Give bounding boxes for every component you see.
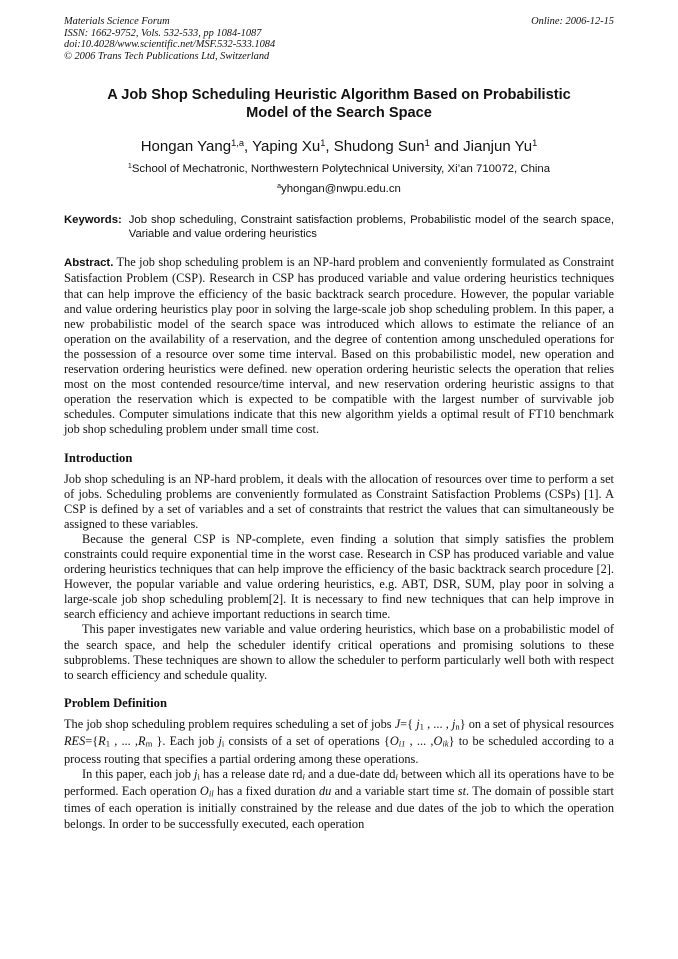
math-subscript: ik	[442, 738, 449, 749]
math-var: J	[394, 716, 401, 731]
math-subscript: 1	[419, 721, 424, 732]
email	[64, 182, 614, 196]
problem-paragraph-2	[64, 767, 614, 832]
keywords-label: Keywords:	[64, 214, 122, 227]
math-var: O	[389, 734, 399, 749]
abstract	[64, 255, 614, 437]
math-var: RES	[64, 734, 86, 749]
author-2-affil: 1	[320, 138, 326, 149]
keywords-text: Job shop scheduling, Constraint satisfaction problems, Probabilistic model of the search space, Variable and value ordering heuristics	[128, 214, 614, 241]
math-subscript: i	[221, 738, 225, 749]
keywords	[64, 213, 614, 241]
math-var: j	[451, 716, 456, 731]
copyright-line: © 2006 Trans Tech Publications Ltd, Switzerland	[64, 50, 270, 62]
text-run: , ... ,	[110, 734, 139, 749]
text-run: has a fixed duration	[213, 784, 319, 799]
abstract-label: Abstract.	[64, 257, 114, 270]
doi-line: doi:10.4028/www.scientific.net/MSF.532-533.1084	[64, 39, 276, 51]
math-var: j	[416, 716, 420, 731]
text-run: In this paper, each job	[82, 766, 195, 781]
title-line-2: Model of the Search Space	[246, 105, 432, 122]
math-var: j	[194, 766, 198, 781]
email-address: yhongan@nwpu.edu.cn	[281, 183, 401, 196]
affiliation-text: School of Mechatronic, Northwestern Polytechnical University, Xi’an 710072, China	[131, 163, 551, 176]
text-run: , ... ,	[405, 734, 434, 749]
problem-definition-heading: Problem Definition	[64, 695, 167, 710]
author-1: Hongan Yang	[140, 138, 232, 156]
author-list	[64, 138, 614, 156]
affiliation	[64, 162, 614, 176]
math-var: O	[199, 784, 209, 799]
math-var: st	[457, 784, 467, 799]
text-run: ={	[400, 716, 417, 731]
affiliation-marker: 1	[127, 163, 132, 171]
journal-header	[64, 16, 614, 62]
math-subscript: i	[302, 770, 305, 781]
author-3-affil: 1	[424, 138, 430, 149]
problem-paragraph-1	[64, 717, 614, 767]
email-marker: a	[277, 183, 282, 191]
math-subscript: m	[145, 738, 153, 749]
text-run: , ... ,	[423, 716, 452, 731]
intro-paragraph-3: This paper investigates new variable and value ordering heuristics, which base on a probabilistic model of the search space, and help the scheduler identify critical operations and promising solutions to these subproblems. These techniques are shown to allow the scheduler to perform particularly well both with respect to search efficiency and schedule quality.	[64, 622, 614, 682]
text-run: The job shop scheduling problem requires scheduling a set of jobs	[64, 716, 395, 731]
text-run: }. Each job	[152, 734, 219, 749]
math-subscript: i	[395, 770, 398, 781]
text-run: . The domain of possible start times of each operation is initially constrained by the release and due dates of the job to which the operation belongs. In order to be successfully executed, each operation	[64, 784, 614, 831]
issn-line: ISSN: 1662-9752, Vols. 532-533, pp 1084-1087	[64, 27, 262, 39]
text-run: and a due-date dd	[304, 766, 396, 781]
text-run: between which all its operations have to be performed. Each operation	[64, 766, 614, 799]
author-2: , Yaping Xu	[244, 138, 321, 156]
intro-paragraph-1: Job shop scheduling is an NP-hard problem, it deals with the allocation of resources over time to perform a set of jobs. Scheduling problems are conveniently formulated as Constraint Satisfaction Problems (CSPs) [1]. A CSP is defined by a set of variables and a set of constraints that restrict the values that can simultaneously be assigned to these variables.	[64, 471, 614, 531]
math-subscript: i1	[398, 738, 406, 749]
text-run: ={	[85, 734, 99, 749]
text-run: } to be scheduled according to a process routing that specifies a partial ordering among these operations.	[64, 734, 615, 766]
math-var: du	[318, 784, 332, 799]
paper-title	[64, 86, 614, 122]
online-date: Online: 2006-12-15	[531, 16, 614, 27]
text-run: has a release date rd	[199, 766, 303, 781]
author-3: , Shudong Sun	[325, 138, 425, 156]
text-run: consists of a set of operations {	[224, 734, 390, 749]
math-subscript: n	[455, 721, 460, 732]
math-var: j	[218, 734, 222, 749]
author-4-affil: 1	[532, 138, 538, 149]
math-subscript: i	[197, 770, 200, 781]
author-4: and Jianjun Yu	[429, 138, 533, 156]
text-run: } on a set of physical resources	[459, 716, 614, 731]
abstract-text: The job shop scheduling problem is an NP-hard problem and conveniently formulated as Constraint Satisfaction Problem (CSP). Research in CSP has produced variable and value ordering heuristics techniques that can help improve the efficiency of the basic backtrack search procedure. However, the popular variable and value ordering heuristics play poor in solving the large-scale job shop scheduling problem. In this paper, a new probabilistic model of the search space was introduced which allows to estimate the reliance of an operation on the availability of a reservation, and the degree of contention among unscheduled operations for the possession of a resource over some time interval. Based on this probabilistic model, new operation and reservation ordering heuristics were defined. new operation ordering heuristic selects the operation that relies most on the most contended resource/time interval, and new reservation ordering heuristic assigns to that operation the reservation which is expected to be compatible with the largest number of survivable job schedules. Computer simulations indicate that this new algorithm yields a optimal result of FT10 benchmark job shop scheduling problem under small time cost.	[64, 255, 614, 437]
text-run: and a variable start time	[331, 784, 458, 799]
math-var: O	[433, 734, 443, 749]
intro-paragraph-2: Because the general CSP is NP-complete, even finding a solution that simply satisfies the problem constraints could require exponential time in the worst case. Research in CSP has produced variable and value ordering heuristics techniques that can help improve the efficiency of the basic backtrack search procedure [2]. However, the popular variable and value ordering heuristics, e.g. ABT, DSR, SUM, play poor in solving a large-scale job shop scheduling problem[2]. It is necessary to find new techniques that can help improve in search efficiency and achieve important reductions in search time.	[64, 531, 614, 622]
author-1-affil: 1,a	[231, 138, 245, 149]
title-line-1: A Job Shop Scheduling Heuristic Algorithm Based on Probabilistic	[107, 87, 571, 104]
journal-name: Materials Science Forum	[64, 16, 170, 27]
paper-page	[64, 16, 614, 832]
math-var: R	[138, 734, 146, 749]
math-var: R	[98, 734, 106, 749]
math-subscript: 1	[105, 738, 111, 749]
introduction-heading: Introduction	[64, 450, 133, 465]
math-subscript: il	[208, 788, 214, 799]
